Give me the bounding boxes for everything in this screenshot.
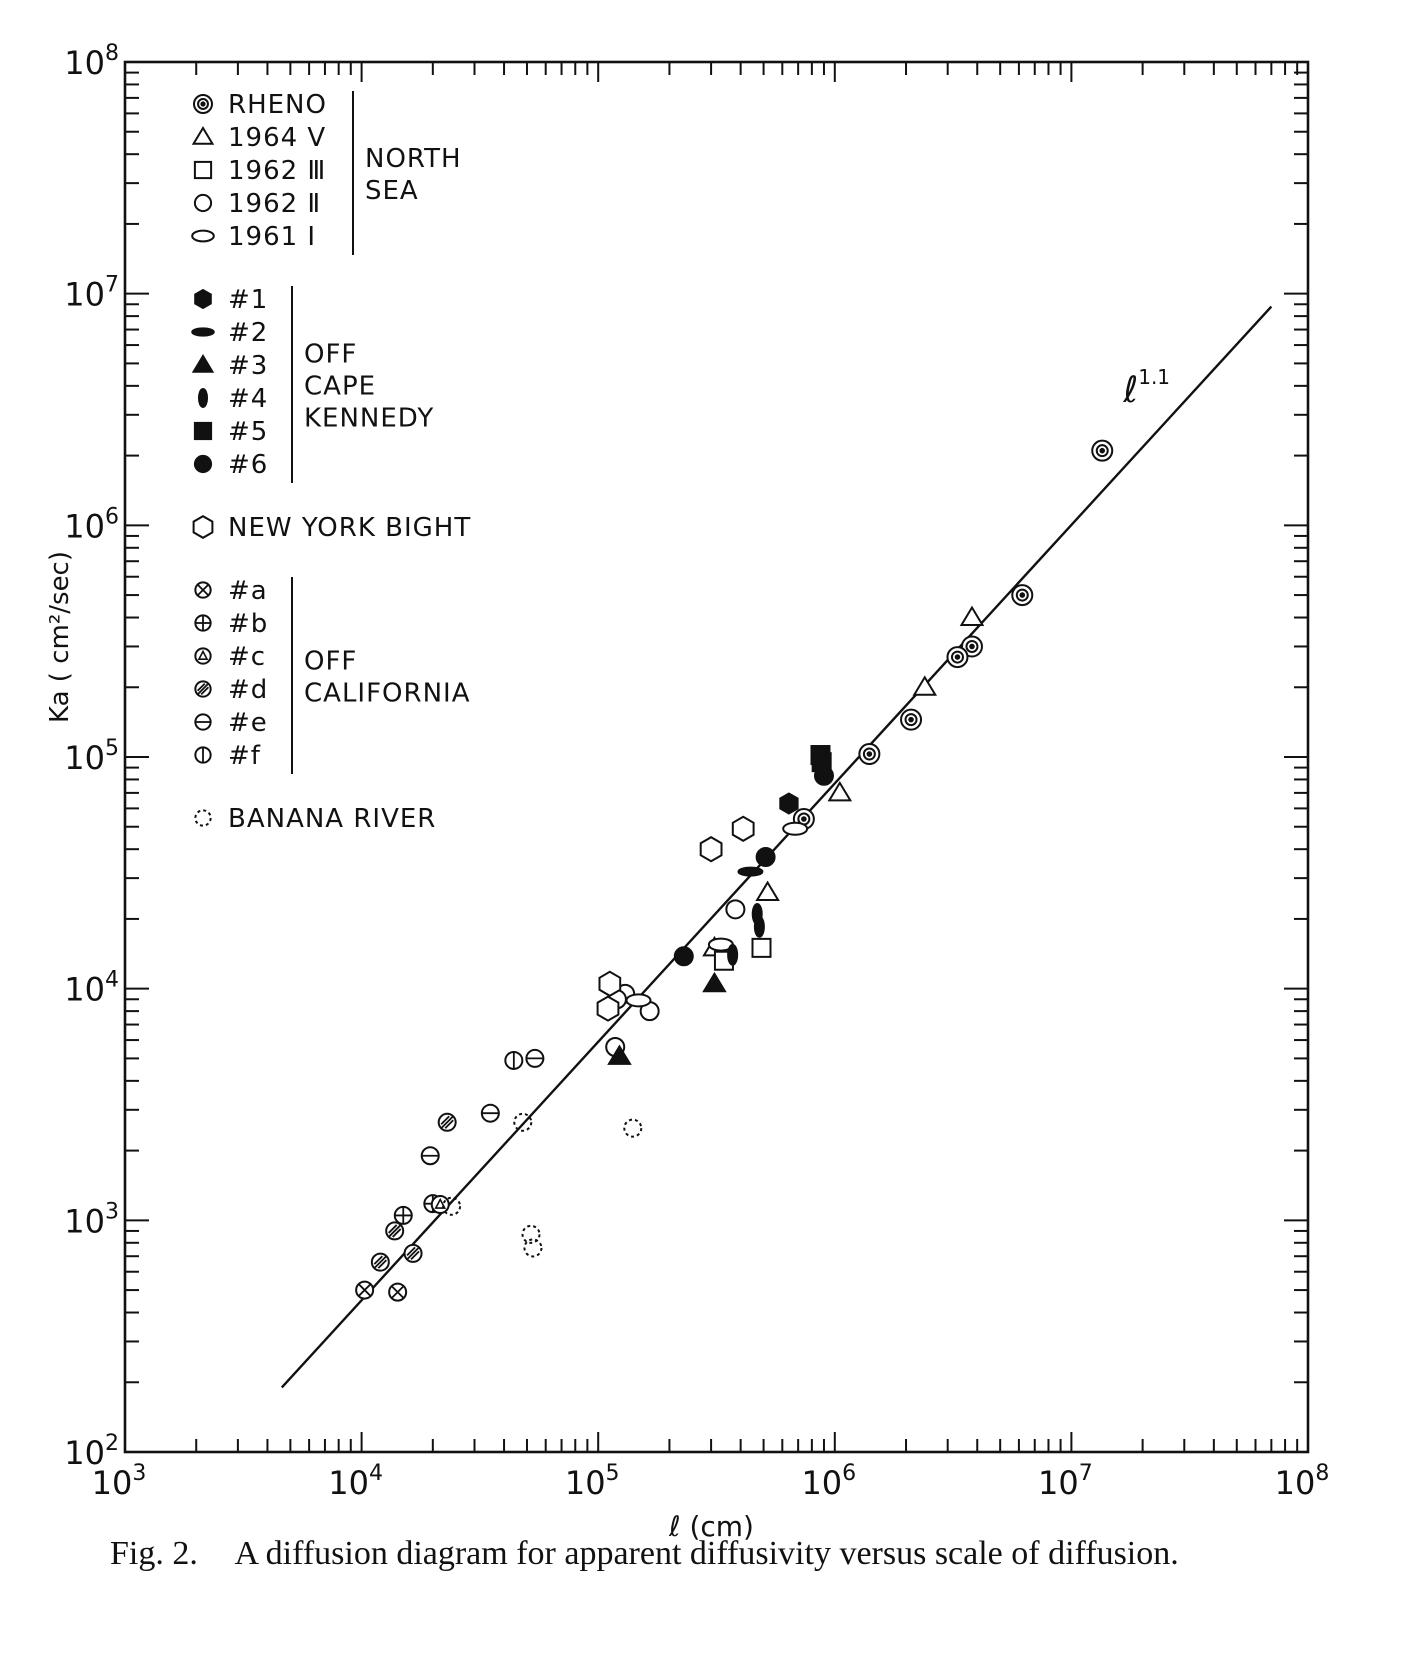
caption-label: Fig. 2. (110, 1535, 198, 1572)
legend-item-label: BANANA RIVER (228, 804, 437, 834)
legend-item-label: 1962 Ⅲ (228, 156, 327, 186)
legend-item-label: #4 (228, 384, 269, 414)
legend-item-label: #a (228, 576, 268, 606)
legend-group-label: KENNEDY (304, 403, 435, 434)
tick-labels (64, 41, 1329, 1502)
legend-item-label: #5 (228, 417, 269, 447)
series-circle-hatch (372, 1114, 456, 1271)
data-points (356, 441, 1112, 1301)
data-point (600, 972, 621, 996)
legend-marker (194, 516, 213, 538)
legend-group (194, 513, 472, 543)
series-hexagon-open (598, 817, 754, 1021)
data-point (961, 608, 982, 626)
data-point (598, 997, 619, 1021)
data-point (802, 817, 806, 821)
data-point (914, 677, 935, 695)
legend-marker (192, 231, 214, 242)
legend-marker (195, 195, 211, 211)
x-tick-label: $10^3$ (91, 1461, 147, 1502)
legend-item-label: #e (228, 708, 268, 738)
legend-group (192, 285, 434, 483)
series-triangle-open (704, 608, 983, 956)
x-tick-label: $10^6$ (801, 1461, 857, 1502)
data-point (909, 718, 913, 722)
data-point (757, 883, 778, 901)
legend-group-label: SEA (365, 176, 419, 206)
series-circle-hline (422, 1050, 544, 1164)
legend-group (195, 576, 470, 774)
data-point (868, 752, 872, 756)
data-point (704, 974, 725, 992)
legend-marker (199, 389, 207, 407)
data-point (626, 994, 650, 1006)
legend-marker (195, 423, 211, 439)
series-circle-tri (432, 1196, 449, 1213)
legend-group-label: CALIFORNIA (304, 678, 471, 709)
y-tick-label: $10^5$ (64, 736, 119, 777)
fit-line-label: ℓ$^{1.1}$ (1123, 365, 1171, 412)
y-tick-label: $10^8$ (64, 41, 119, 82)
data-point (701, 837, 722, 861)
series-circle-vline (505, 1052, 522, 1069)
data-point (783, 823, 807, 835)
legend-marker (195, 456, 211, 472)
y-tick-label: $10^3$ (64, 1199, 119, 1241)
legend-marker (192, 328, 214, 335)
x-axis-label: ℓ (cm) (669, 1510, 754, 1540)
data-point (1100, 449, 1104, 453)
x-tick-label: $10^5$ (564, 1461, 620, 1502)
legend-item-label: NEW YORK BIGHT (228, 513, 472, 543)
legend-group-label: OFF (304, 339, 358, 370)
data-point (728, 945, 737, 965)
x-tick-label: $10^8$ (1274, 1461, 1330, 1502)
y-tick-label: $10^7$ (64, 272, 119, 314)
figure-caption (110, 1535, 1340, 1573)
data-point (726, 900, 744, 918)
data-point (524, 1239, 541, 1256)
series-circle-open (606, 900, 744, 1056)
legend-item-label: 1961 I (228, 222, 317, 252)
legend-group-label: OFF (304, 646, 358, 677)
data-point (956, 655, 960, 659)
legend-group (195, 804, 436, 834)
legend-item-label: RHENO (228, 90, 327, 120)
plot-border (125, 62, 1308, 1452)
data-point (753, 939, 771, 957)
legend-group-label: NORTH (365, 144, 462, 174)
legend-item-label: #1 (228, 285, 269, 315)
legend-marker (201, 102, 204, 105)
series-circle-x (356, 1282, 406, 1301)
x-tick-label: $10^4$ (328, 1461, 383, 1502)
data-point (733, 817, 754, 841)
data-point (757, 848, 775, 866)
y-tick-label: $10^4$ (64, 967, 119, 1009)
fit-line (282, 307, 1272, 1388)
fit-line-group (282, 307, 1272, 1388)
data-point (970, 645, 974, 649)
legend-marker (194, 356, 213, 372)
legend-item-label: #2 (228, 318, 269, 348)
y-tick-label: $10^2$ (64, 1431, 119, 1472)
x-tick-label: $10^7$ (1038, 1461, 1093, 1502)
legend-marker (194, 128, 213, 144)
legend-item-label: #f (228, 741, 261, 771)
legend-marker (195, 162, 211, 178)
legend-group-label: CAPE (304, 371, 377, 402)
data-point (755, 917, 764, 937)
axis-ticks (125, 62, 1308, 1452)
legend-item-label: 1964 Ⅴ (228, 123, 327, 153)
legend-item-label: #c (228, 642, 267, 672)
series-circle-filled (675, 767, 833, 966)
legend-group (192, 90, 461, 255)
data-point (738, 868, 762, 876)
series-circle-dotted (443, 1114, 641, 1257)
legend-item-label: #b (228, 609, 269, 639)
legend (192, 90, 471, 834)
legend-item-label: #3 (228, 351, 269, 381)
data-point (675, 947, 693, 965)
y-tick-label: $10^6$ (64, 504, 119, 546)
data-point (780, 794, 797, 814)
series-rheno (794, 441, 1112, 829)
legend-item-label: #d (228, 675, 269, 705)
legend-item-label: #6 (228, 450, 269, 480)
plot-frame (125, 62, 1308, 1452)
legend-marker (195, 290, 211, 308)
series-hbar-filled (738, 868, 762, 876)
data-point (1020, 593, 1024, 597)
legend-item-label: 1962 Ⅱ (228, 189, 322, 219)
caption-text: A diffusion diagram for apparent diffusivity versus scale of diffusion. (234, 1535, 1179, 1572)
legend-marker (195, 810, 210, 825)
data-point (815, 767, 833, 785)
y-axis-label: Ka ( cm²/sec) (45, 551, 75, 723)
data-point (624, 1120, 641, 1137)
series-hexagon-filled (780, 794, 797, 814)
